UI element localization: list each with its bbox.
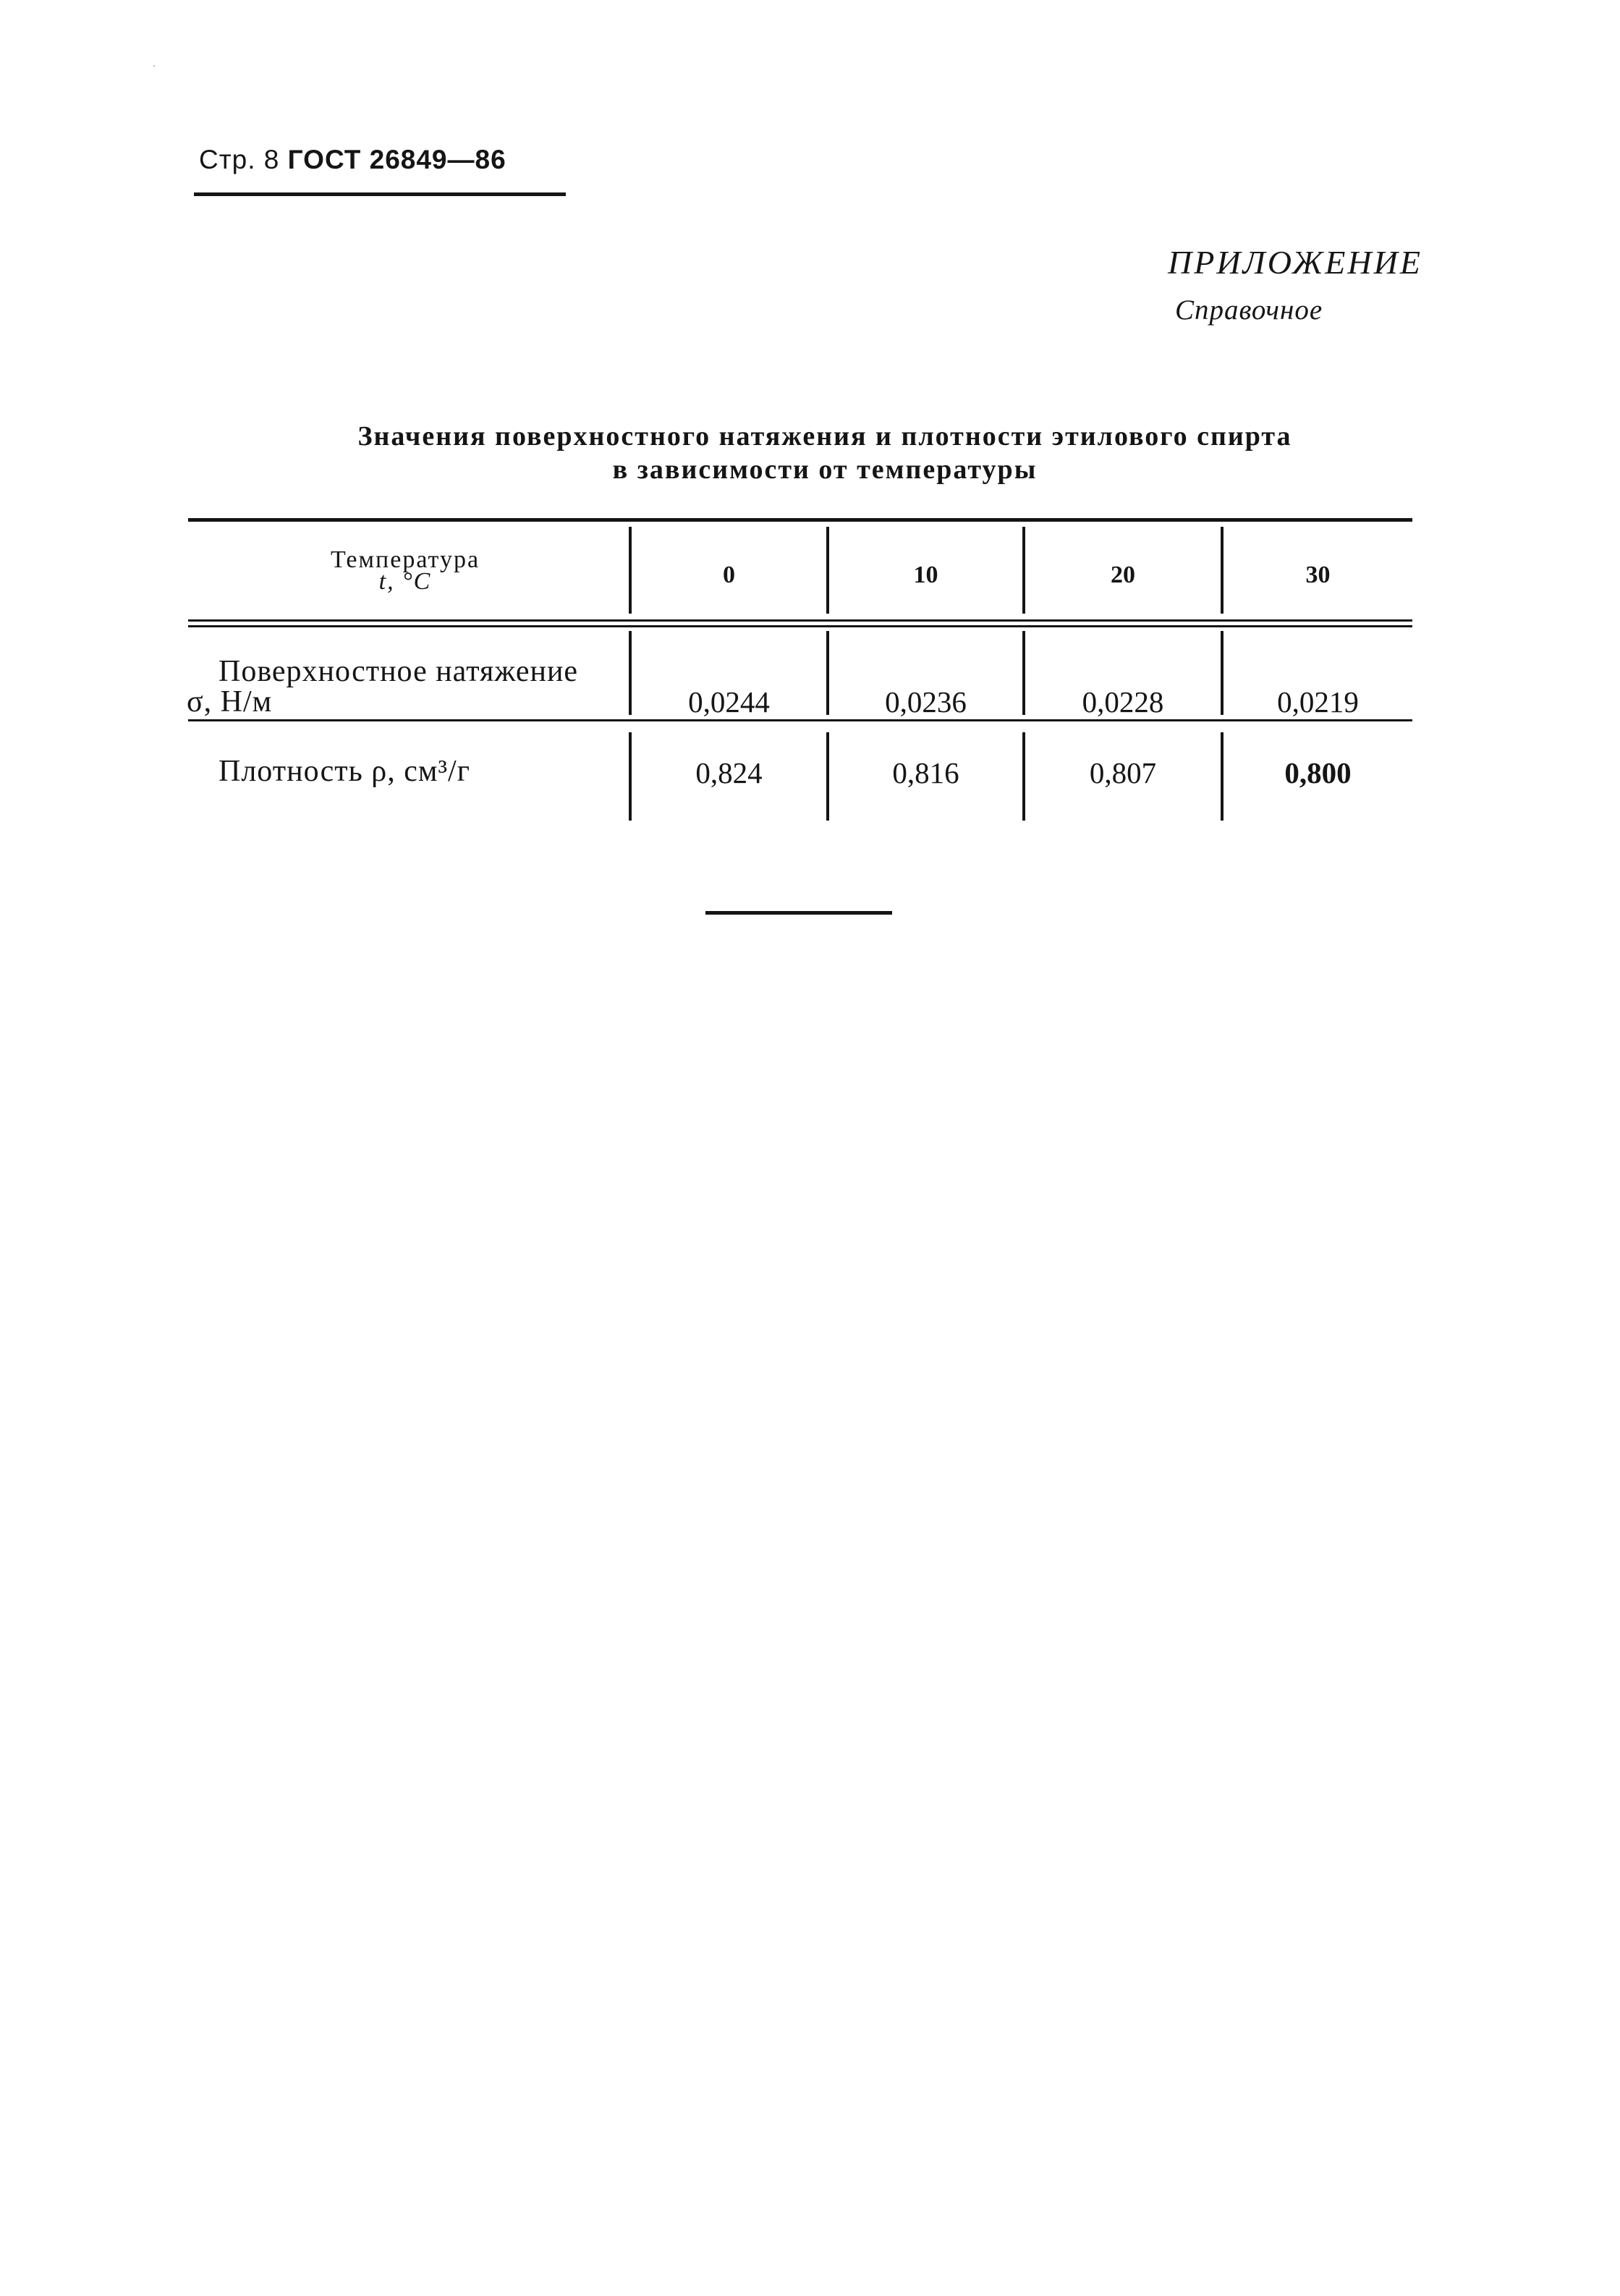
surface-tension-unit: σ, Н/м	[187, 685, 273, 719]
header-temp-30: 30	[1305, 562, 1331, 588]
header-temp-10: 10	[913, 562, 938, 588]
row-separator	[188, 719, 1412, 721]
density-10: 0,816	[892, 756, 959, 789]
surface-tension-20: 0,0228	[1082, 685, 1164, 719]
temperature-header-unit: t, °C	[378, 568, 432, 595]
page-number: Стр. 8	[199, 145, 280, 174]
temperature-header-label: Температура	[330, 546, 480, 573]
table-title-line-1: Значения поверхностного натяжения и плотности этилового спирта	[357, 421, 1292, 452]
end-rule	[705, 911, 892, 915]
standard-number: ГОСТ 26849—86	[287, 145, 506, 174]
appendix-note: Справочное	[1175, 295, 1323, 326]
header-temp-0: 0	[723, 562, 735, 588]
density-30: 0,800	[1284, 756, 1352, 789]
surface-tension-0: 0,0244	[688, 685, 770, 719]
surface-tension-label: Поверхностное натяжение	[219, 655, 579, 688]
running-header	[199, 145, 506, 175]
header-bottom-rule-2	[188, 625, 1412, 627]
header-bottom-rule-1	[188, 619, 1412, 622]
scan-speck	[153, 65, 155, 67]
density-20: 0,807	[1089, 756, 1157, 789]
surface-tension-30: 0,0219	[1277, 685, 1359, 719]
header-temp-20: 20	[1111, 562, 1135, 588]
density-label: Плотность ρ, см³/г	[219, 755, 470, 788]
header-rule	[194, 192, 566, 196]
surface-tension-10: 0,0236	[885, 685, 967, 719]
table-top-rule	[188, 518, 1412, 522]
density-0: 0,824	[695, 756, 763, 789]
table-title-line-2: в зависимости от температуры	[612, 454, 1038, 485]
appendix-label: ПРИЛОЖЕНИЕ	[1168, 244, 1422, 281]
